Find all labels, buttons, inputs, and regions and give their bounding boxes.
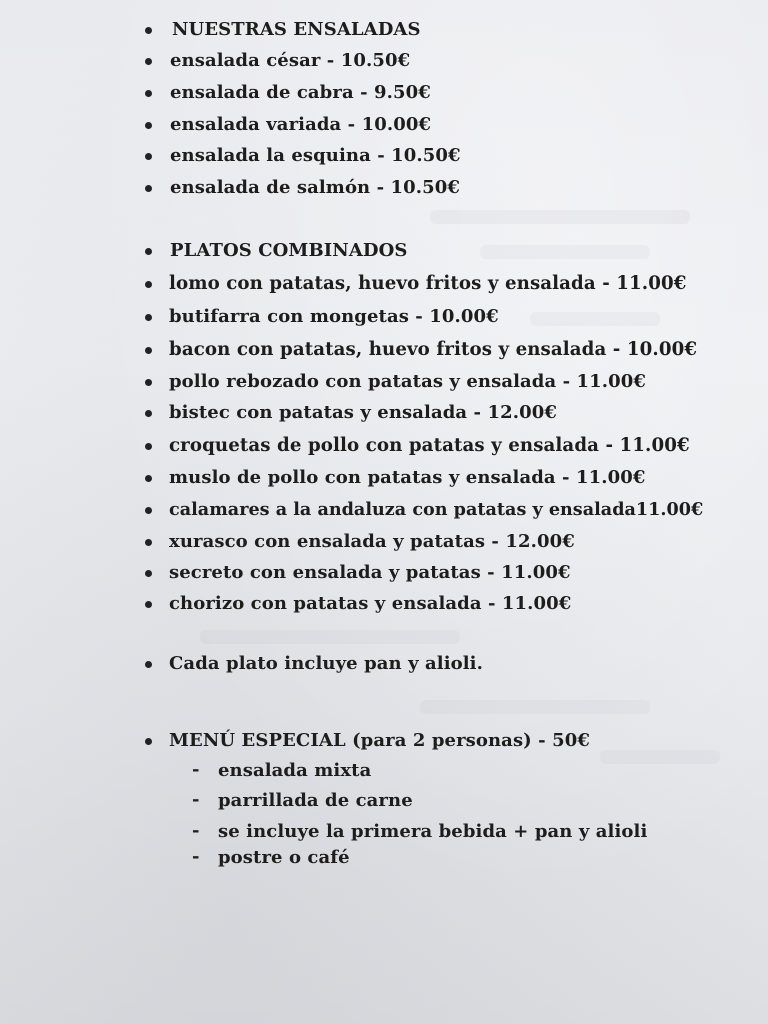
menu-item: lomo con patatas, huevo fritos y ensalada - 11.00€ [169, 273, 687, 294]
menu-item: ensalada variada - 10.00€ [170, 114, 432, 135]
bullet-icon [145, 539, 152, 546]
bullet-icon [145, 475, 152, 482]
bullet-icon [145, 443, 152, 450]
menu-item: chorizo con patatas y ensalada - 11.00€ [169, 593, 572, 614]
bullet-icon [145, 410, 152, 417]
show-through-shadow [530, 312, 660, 326]
bullet-icon [145, 58, 152, 65]
bullet-icon [145, 248, 152, 255]
show-through-shadow [480, 245, 650, 259]
bullet-icon [145, 570, 152, 577]
dash-marker: - [192, 789, 200, 810]
especial-item: postre o café [218, 847, 350, 868]
bullet-icon [145, 314, 152, 321]
bullet-icon [145, 507, 152, 514]
section-heading-especial: MENÚ ESPECIAL (para 2 personas) - 50€ [169, 730, 590, 751]
menu-item: xurasco con ensalada y patatas - 12.00€ [169, 531, 575, 552]
section-heading-platos: PLATOS COMBINADOS [170, 240, 408, 261]
section-heading-ensaladas: NUESTRAS ENSALADAS [172, 19, 421, 40]
menu-item: secreto con ensalada y patatas - 11.00€ [169, 562, 571, 583]
especial-item: ensalada mixta [218, 760, 372, 781]
bullet-icon [145, 27, 152, 34]
menu-item: ensalada césar - 10.50€ [170, 50, 411, 71]
bullet-icon [145, 90, 152, 97]
bullet-icon [145, 185, 152, 192]
bullet-icon [145, 738, 152, 745]
especial-item: parrillada de carne [218, 790, 413, 811]
show-through-shadow [600, 750, 720, 764]
menu-item: ensalada de cabra - 9.50€ [170, 82, 431, 103]
show-through-shadow [430, 210, 690, 224]
menu-note: Cada plato incluye pan y alioli. [169, 653, 483, 674]
menu-item: pollo rebozado con patatas y ensalada - 11.00€ [169, 371, 647, 392]
bullet-icon [145, 153, 152, 160]
dash-marker: - [192, 820, 200, 841]
bullet-icon [145, 379, 152, 386]
menu-item: butifarra con mongetas - 10.00€ [169, 306, 499, 327]
menu-item: bistec con patatas y ensalada - 12.00€ [169, 402, 557, 423]
bullet-icon [145, 347, 152, 354]
menu-item: calamares a la andaluza con patatas y ensalada11.00€ [169, 499, 704, 520]
menu-item: croquetas de pollo con patatas y ensalada - 11.00€ [169, 435, 690, 456]
especial-item: se incluye la primera bebida + pan y alioli [218, 821, 648, 842]
menu-item: bacon con patatas, huevo fritos y ensalada - 10.00€ [169, 339, 698, 360]
bullet-icon [145, 122, 152, 129]
bullet-icon [145, 281, 152, 288]
menu-item: muslo de pollo con patatas y ensalada - 11.00€ [169, 467, 646, 488]
dash-marker: - [192, 846, 200, 867]
show-through-shadow [420, 700, 650, 714]
bullet-icon [145, 661, 152, 668]
menu-item: ensalada de salmón - 10.50€ [170, 177, 461, 198]
dash-marker: - [192, 759, 200, 780]
show-through-shadow [200, 630, 460, 644]
bullet-icon [145, 601, 152, 608]
menu-item: ensalada la esquina - 10.50€ [170, 145, 461, 166]
